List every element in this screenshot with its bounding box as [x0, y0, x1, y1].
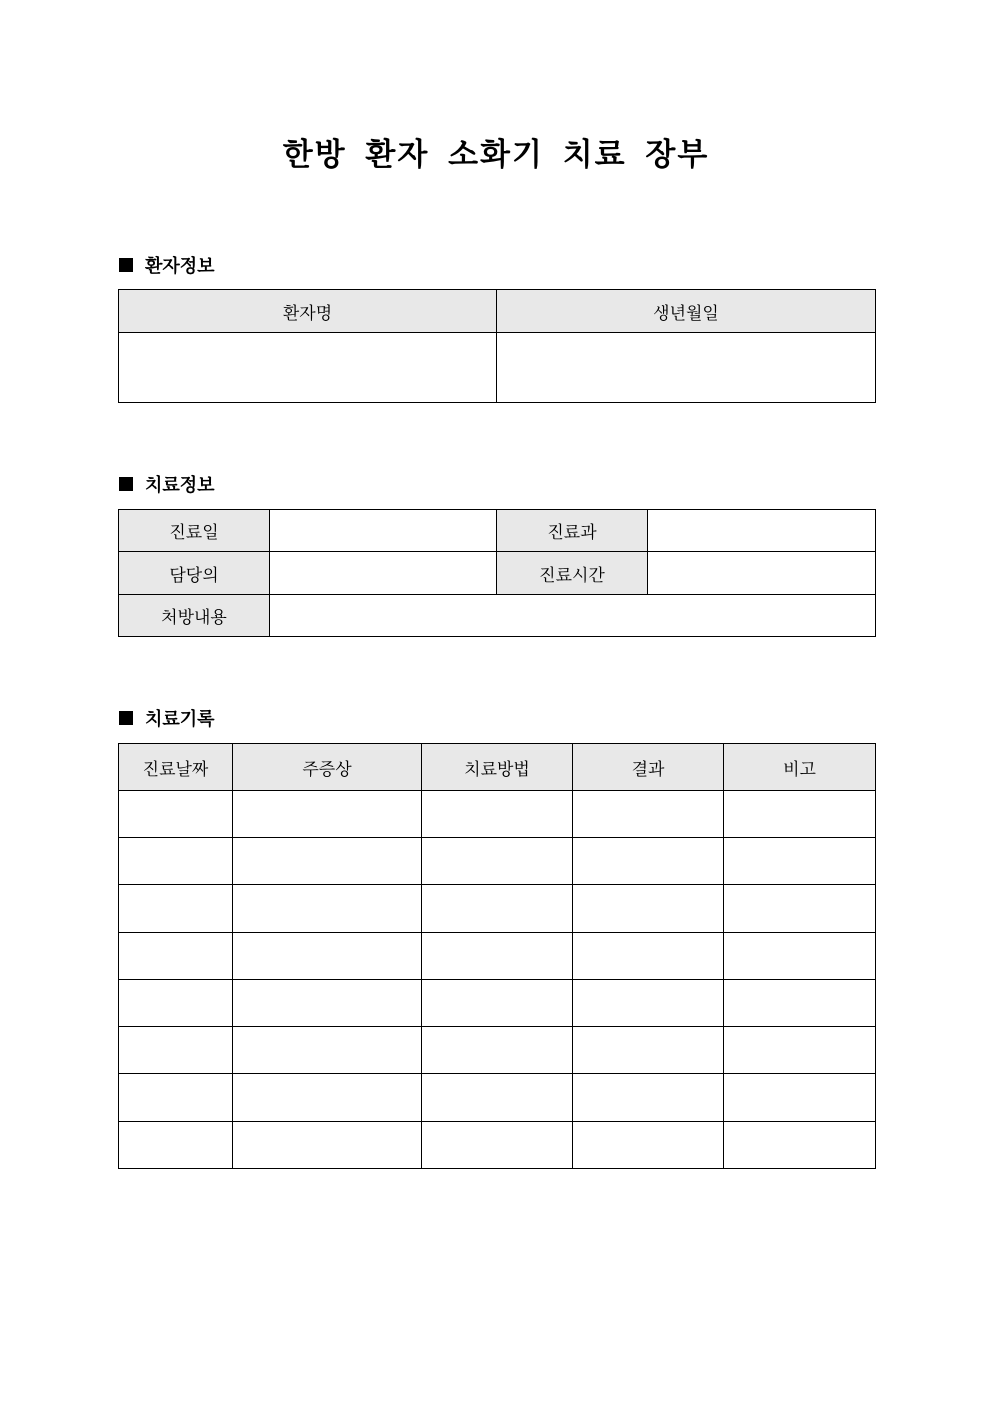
- record-method-cell[interactable]: [422, 933, 573, 980]
- record-symptom-cell[interactable]: [233, 838, 422, 885]
- table-row: [119, 933, 876, 980]
- record-method-cell[interactable]: [422, 1027, 573, 1074]
- table-row: [119, 838, 876, 885]
- record-result-cell[interactable]: [573, 1027, 724, 1074]
- patient-name-header: 환자명: [119, 290, 497, 333]
- record-note-cell[interactable]: [724, 1074, 876, 1122]
- record-symptom-cell[interactable]: [233, 1027, 422, 1074]
- record-result-cell[interactable]: [573, 1074, 724, 1122]
- record-method-cell[interactable]: [422, 1122, 573, 1169]
- visit-time-cell[interactable]: [648, 552, 876, 595]
- record-symptom-cell[interactable]: [233, 980, 422, 1027]
- record-symptom-cell[interactable]: [233, 933, 422, 980]
- treatment-record-heading-label: 치료기록: [145, 709, 215, 730]
- prescription-cell[interactable]: [270, 595, 876, 637]
- patient-info-table: [118, 289, 876, 403]
- treatment-info-heading: [119, 471, 215, 497]
- record-date-cell[interactable]: [119, 933, 233, 980]
- record-method-cell[interactable]: [422, 838, 573, 885]
- record-result-cell[interactable]: [573, 885, 724, 933]
- doctor-cell[interactable]: [270, 552, 497, 595]
- department-cell[interactable]: [648, 510, 876, 552]
- record-note-cell[interactable]: [724, 1027, 876, 1074]
- treatment-record-heading: [119, 705, 215, 731]
- square-bullet-icon: [119, 477, 133, 491]
- record-symptom-cell[interactable]: [233, 1074, 422, 1122]
- record-result-header: 결과: [573, 744, 724, 791]
- record-date-cell[interactable]: [119, 1027, 233, 1074]
- record-result-cell[interactable]: [573, 933, 724, 980]
- record-symptom-cell[interactable]: [233, 885, 422, 933]
- page-title: 한방 환자 소화기 치료 장부: [282, 137, 710, 173]
- record-note-header: 비고: [724, 744, 876, 791]
- table-row: [119, 1074, 876, 1122]
- record-note-cell[interactable]: [724, 838, 876, 885]
- square-bullet-icon: [119, 711, 133, 725]
- record-note-cell[interactable]: [724, 933, 876, 980]
- record-date-cell[interactable]: [119, 1122, 233, 1169]
- record-date-header: 진료날짜: [119, 744, 233, 791]
- visit-date-label: 진료일: [119, 510, 270, 552]
- birthdate-cell[interactable]: [497, 333, 876, 403]
- record-method-cell[interactable]: [422, 791, 573, 838]
- birthdate-header: 생년월일: [497, 290, 876, 333]
- doctor-label: 담당의: [119, 552, 270, 595]
- table-row: [119, 1027, 876, 1074]
- prescription-label: 처방내용: [119, 595, 270, 637]
- patient-info-heading-label: 환자정보: [145, 256, 215, 277]
- record-date-cell[interactable]: [119, 980, 233, 1027]
- treatment-record-table: [118, 743, 876, 1169]
- record-date-cell[interactable]: [119, 838, 233, 885]
- record-date-cell[interactable]: [119, 885, 233, 933]
- treatment-info-heading-label: 치료정보: [145, 475, 215, 496]
- patient-name-cell[interactable]: [119, 333, 497, 403]
- record-method-cell[interactable]: [422, 1074, 573, 1122]
- record-result-cell[interactable]: [573, 838, 724, 885]
- table-row: [119, 1122, 876, 1169]
- record-note-cell[interactable]: [724, 980, 876, 1027]
- record-method-cell[interactable]: [422, 980, 573, 1027]
- record-method-cell[interactable]: [422, 885, 573, 933]
- visit-time-label: 진료시간: [497, 552, 648, 595]
- patient-info-heading: [119, 252, 215, 278]
- record-result-cell[interactable]: [573, 791, 724, 838]
- square-bullet-icon: [119, 258, 133, 272]
- table-row: [119, 791, 876, 838]
- record-note-cell[interactable]: [724, 1122, 876, 1169]
- table-row: [119, 980, 876, 1027]
- record-symptom-header: 주증상: [233, 744, 422, 791]
- record-note-cell[interactable]: [724, 791, 876, 838]
- department-label: 진료과: [497, 510, 648, 552]
- record-result-cell[interactable]: [573, 1122, 724, 1169]
- record-date-cell[interactable]: [119, 1074, 233, 1122]
- record-date-cell[interactable]: [119, 791, 233, 838]
- record-method-header: 치료방법: [422, 744, 573, 791]
- treatment-info-table: [118, 509, 876, 637]
- visit-date-cell[interactable]: [270, 510, 497, 552]
- record-note-cell[interactable]: [724, 885, 876, 933]
- record-symptom-cell[interactable]: [233, 1122, 422, 1169]
- record-symptom-cell[interactable]: [233, 791, 422, 838]
- record-result-cell[interactable]: [573, 980, 724, 1027]
- table-row: [119, 885, 876, 933]
